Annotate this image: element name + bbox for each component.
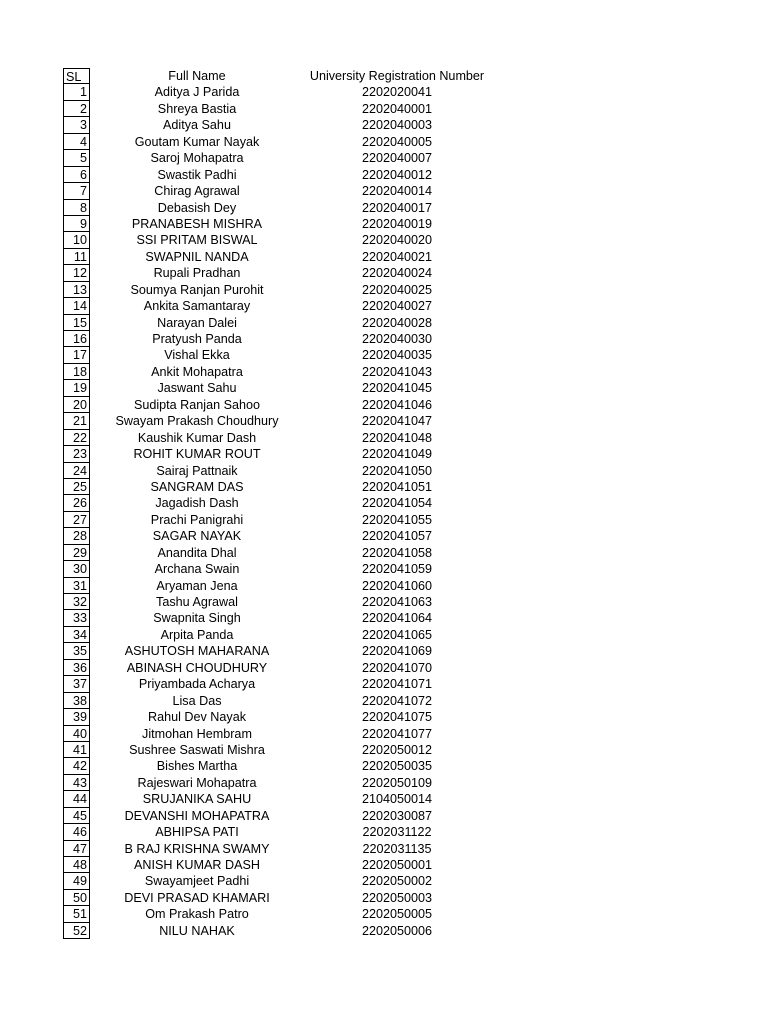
cell-registration-number: 2202041069 (361, 644, 433, 659)
cell-sl: 13 (63, 282, 90, 298)
cell-registration-number: 2202041047 (361, 414, 433, 429)
table-row (0, 808, 768, 824)
table-row (0, 923, 768, 939)
table-row (0, 101, 768, 117)
table-row (0, 446, 768, 462)
table-row (0, 643, 768, 659)
cell-full-name: Chirag Agrawal (154, 184, 240, 199)
cell-full-name: Jaswant Sahu (157, 381, 237, 396)
cell-registration-number: 2202041057 (361, 529, 433, 544)
cell-full-name: Swapnita Singh (153, 611, 241, 626)
cell-full-name: Om Prakash Patro (145, 907, 249, 922)
table-body (0, 84, 768, 939)
cell-registration-number: 2202050003 (361, 890, 433, 905)
cell-registration-number: 2202041049 (361, 447, 433, 462)
table-row (0, 397, 768, 413)
cell-registration-number: 2202041051 (361, 479, 433, 494)
table-row (0, 134, 768, 150)
cell-registration-number: 2202040021 (361, 249, 433, 264)
cell-registration-number: 2202030087 (361, 808, 433, 823)
table-row (0, 200, 768, 216)
cell-sl: 40 (63, 726, 90, 742)
cell-sl: 4 (63, 134, 90, 150)
cell-full-name: SANGRAM DAS (150, 479, 244, 494)
cell-full-name: Aryaman Jena (156, 578, 238, 593)
cell-sl: 48 (63, 857, 90, 873)
table-row (0, 873, 768, 889)
cell-full-name: Swayamjeet Padhi (144, 874, 250, 889)
cell-sl: 11 (63, 249, 90, 265)
table-row (0, 265, 768, 281)
cell-registration-number: 2202040028 (361, 315, 433, 330)
cell-full-name: Soumya Ranjan Purohit (130, 282, 264, 297)
cell-sl: 25 (63, 479, 90, 495)
cell-full-name: ABINASH CHOUDHURY (126, 660, 268, 675)
cell-sl: 43 (63, 775, 90, 791)
cell-sl: 46 (63, 824, 90, 840)
cell-registration-number: 2202040001 (361, 101, 433, 116)
cell-registration-number: 2202041059 (361, 562, 433, 577)
cell-full-name: DEVANSHI MOHAPATRA (124, 808, 270, 823)
cell-registration-number: 2202041075 (361, 710, 433, 725)
cell-full-name: Rajeswari Mohapatra (137, 775, 257, 790)
cell-registration-number: 2104050014 (361, 792, 433, 807)
cell-registration-number: 2202041065 (361, 627, 433, 642)
table-row (0, 430, 768, 446)
cell-registration-number: 2202040030 (361, 332, 433, 346)
cell-full-name: SAGAR NAYAK (152, 529, 242, 544)
table-row (0, 561, 768, 577)
cell-full-name: Rahul Dev Nayak (148, 710, 246, 725)
cell-registration-number: 2202041058 (361, 545, 433, 560)
cell-sl: 19 (63, 380, 90, 396)
cell-sl: 7 (63, 183, 90, 199)
table-row (0, 413, 768, 429)
cell-sl: 33 (63, 610, 90, 626)
cell-full-name: Priyambada Acharya (138, 677, 256, 692)
cell-sl: 23 (63, 446, 90, 462)
table-row (0, 331, 768, 347)
cell-registration-number: 2202040014 (361, 184, 433, 199)
cell-full-name: Narayan Dalei (157, 315, 237, 330)
cell-registration-number: 2202041043 (361, 364, 433, 379)
cell-registration-number: 2202041072 (361, 693, 433, 708)
table-row (0, 791, 768, 807)
cell-registration-number: 2202040007 (361, 151, 433, 166)
cell-full-name: Bishes Martha (156, 759, 238, 774)
cell-full-name: ASHUTOSH MAHARANA (124, 644, 270, 659)
cell-registration-number: 2202041064 (361, 611, 433, 626)
cell-sl: 47 (63, 841, 90, 857)
cell-sl: 3 (63, 117, 90, 133)
cell-sl: 36 (63, 660, 90, 676)
cell-full-name: Jagadish Dash (155, 496, 239, 511)
cell-sl: 6 (63, 167, 90, 183)
cell-registration-number: 2202050001 (361, 858, 433, 872)
cell-registration-number: 2202050109 (361, 775, 433, 790)
cell-registration-number: 2202050006 (361, 923, 433, 938)
cell-full-name: DEVI PRASAD KHAMARI (124, 890, 270, 905)
cell-sl: 31 (63, 578, 90, 594)
table-row (0, 528, 768, 544)
cell-registration-number: 2202031122 (362, 825, 432, 840)
cell-sl: 22 (63, 430, 90, 446)
cell-full-name: SWAPNIL NANDA (145, 249, 249, 264)
cell-sl: 44 (63, 791, 90, 807)
cell-full-name: Ankita Samantaray (143, 299, 251, 314)
cell-sl: 14 (63, 298, 90, 314)
table-row (0, 693, 768, 709)
cell-sl: 18 (63, 364, 90, 380)
header-sl: SL (63, 68, 90, 84)
cell-full-name: Debasish Dey (157, 200, 237, 215)
table-row (0, 282, 768, 298)
cell-full-name: Sudipta Ranjan Sahoo (133, 397, 261, 412)
cell-sl: 17 (63, 347, 90, 363)
cell-full-name: SRUJANIKA SAHU (142, 792, 252, 807)
table-row (0, 676, 768, 692)
cell-sl: 52 (63, 923, 90, 939)
student-registration-table (0, 68, 768, 939)
cell-sl: 24 (63, 463, 90, 479)
cell-full-name: Archana Swain (154, 562, 240, 577)
cell-sl: 21 (63, 413, 90, 429)
cell-sl: 26 (63, 495, 90, 511)
cell-sl: 1 (63, 84, 90, 100)
table-row (0, 84, 768, 100)
table-row (0, 479, 768, 495)
table-row (0, 298, 768, 314)
cell-sl: 37 (63, 676, 90, 692)
header-registration-number: University Registration Number (309, 69, 485, 83)
table-row (0, 167, 768, 183)
table-row (0, 183, 768, 199)
cell-registration-number: 2202040017 (361, 200, 433, 215)
cell-registration-number: 2202040005 (361, 134, 433, 149)
cell-full-name: Ankit Mohapatra (151, 364, 243, 379)
cell-full-name: Swayam Prakash Choudhury (115, 414, 279, 429)
cell-full-name: Aditya J Parida (154, 85, 240, 100)
cell-registration-number: 2202040035 (361, 348, 433, 363)
cell-registration-number: 2202040012 (361, 167, 433, 182)
table-row (0, 545, 768, 561)
cell-registration-number: 2202040024 (361, 266, 433, 281)
cell-sl: 16 (63, 331, 90, 347)
cell-sl: 30 (63, 561, 90, 577)
cell-full-name: Shreya Bastia (157, 101, 237, 116)
cell-registration-number: 2202041077 (361, 726, 433, 741)
cell-sl: 49 (63, 873, 90, 889)
cell-registration-number: 2202041045 (361, 381, 433, 396)
cell-registration-number: 2202041071 (361, 677, 433, 692)
table-row (0, 775, 768, 791)
cell-registration-number: 2202041063 (361, 595, 433, 609)
table-row (0, 709, 768, 725)
cell-sl: 35 (63, 643, 90, 659)
cell-sl: 2 (63, 101, 90, 117)
cell-sl: 12 (63, 265, 90, 281)
cell-sl: 41 (63, 742, 90, 758)
table-row (0, 742, 768, 758)
table-row (0, 463, 768, 479)
cell-sl: 8 (63, 200, 90, 216)
cell-full-name: Swastik Padhi (157, 167, 237, 182)
cell-full-name: Pratyush Panda (152, 332, 242, 346)
cell-full-name: Vishal Ekka (164, 348, 230, 363)
cell-registration-number: 2202040019 (361, 216, 433, 231)
cell-registration-number: 2202040020 (361, 233, 433, 248)
cell-full-name: PRANABESH MISHRA (131, 216, 263, 231)
table-row (0, 726, 768, 742)
cell-sl: 28 (63, 528, 90, 544)
table-row (0, 906, 768, 922)
table-row (0, 347, 768, 363)
cell-full-name: ROHIT KUMAR ROUT (133, 447, 261, 462)
table-row (0, 117, 768, 133)
cell-registration-number: 2202050002 (361, 874, 433, 889)
cell-sl: 51 (63, 906, 90, 922)
table-row (0, 824, 768, 840)
table-row (0, 364, 768, 380)
table-row (0, 594, 768, 610)
cell-full-name: Tashu Agrawal (156, 595, 238, 609)
cell-sl: 32 (63, 594, 90, 610)
table-row (0, 841, 768, 857)
table-row (0, 150, 768, 166)
cell-registration-number: 2202050012 (361, 742, 433, 757)
table-row (0, 495, 768, 511)
cell-full-name: Lisa Das (172, 693, 222, 708)
cell-sl: 34 (63, 627, 90, 643)
cell-full-name: SSI PRITAM BISWAL (136, 233, 258, 248)
cell-full-name: B RAJ KRISHNA SWAMY (124, 841, 270, 856)
header-full-name: Full Name (168, 69, 226, 83)
cell-sl: 20 (63, 397, 90, 413)
table-row (0, 857, 768, 873)
cell-sl: 29 (63, 545, 90, 561)
cell-registration-number: 2202040027 (361, 299, 433, 314)
cell-full-name: Saroj Mohapatra (150, 151, 244, 166)
table-row (0, 315, 768, 331)
table-row (0, 380, 768, 396)
cell-sl: 9 (63, 216, 90, 232)
cell-full-name: Prachi Panigrahi (150, 512, 244, 527)
cell-sl: 27 (63, 512, 90, 528)
cell-sl: 50 (63, 890, 90, 906)
table-row (0, 249, 768, 265)
cell-registration-number: 2202020041 (361, 85, 433, 100)
cell-sl: 15 (63, 315, 90, 331)
table-row (0, 758, 768, 774)
cell-sl: 10 (63, 232, 90, 248)
cell-full-name: Arpita Panda (160, 627, 234, 642)
cell-registration-number: 2202040025 (361, 282, 433, 297)
cell-registration-number: 2202041070 (361, 660, 433, 675)
cell-sl: 38 (63, 693, 90, 709)
cell-sl: 5 (63, 150, 90, 166)
cell-registration-number: 2202050005 (361, 907, 433, 922)
cell-full-name: Sairaj Pattnaik (156, 463, 238, 478)
cell-full-name: Goutam Kumar Nayak (134, 134, 260, 149)
table-row (0, 890, 768, 906)
cell-full-name: Rupali Pradhan (153, 266, 241, 281)
cell-registration-number: 2202041054 (361, 496, 433, 511)
cell-sl: 39 (63, 709, 90, 725)
table-row (0, 610, 768, 626)
cell-registration-number: 2202041055 (361, 512, 433, 527)
table-row (0, 216, 768, 232)
cell-registration-number: 2202040003 (361, 118, 433, 133)
cell-full-name: Aditya Sahu (163, 118, 231, 133)
cell-registration-number: 2202041048 (361, 430, 433, 445)
cell-full-name: Jitmohan Hembram (142, 726, 252, 741)
cell-registration-number: 2202041050 (361, 463, 433, 478)
cell-registration-number: 2202041046 (361, 397, 433, 412)
cell-full-name: Sushree Saswati Mishra (129, 742, 265, 757)
cell-sl: 42 (63, 758, 90, 774)
cell-registration-number: 2202050035 (361, 759, 433, 774)
cell-sl: 45 (63, 808, 90, 824)
cell-full-name: NILU NAHAK (159, 923, 235, 938)
table-row (0, 627, 768, 643)
cell-full-name: Kaushik Kumar Dash (137, 430, 257, 445)
cell-registration-number: 2202041060 (361, 578, 433, 593)
cell-registration-number: 2202031135 (362, 841, 432, 856)
cell-full-name: ANISH KUMAR DASH (134, 858, 260, 872)
table-row (0, 660, 768, 676)
cell-full-name: ABHIPSA PATI (155, 825, 239, 840)
cell-full-name: Anandita Dhal (157, 545, 237, 560)
table-row (0, 232, 768, 248)
table-row (0, 512, 768, 528)
table-row (0, 578, 768, 594)
table-header-row (0, 68, 768, 84)
